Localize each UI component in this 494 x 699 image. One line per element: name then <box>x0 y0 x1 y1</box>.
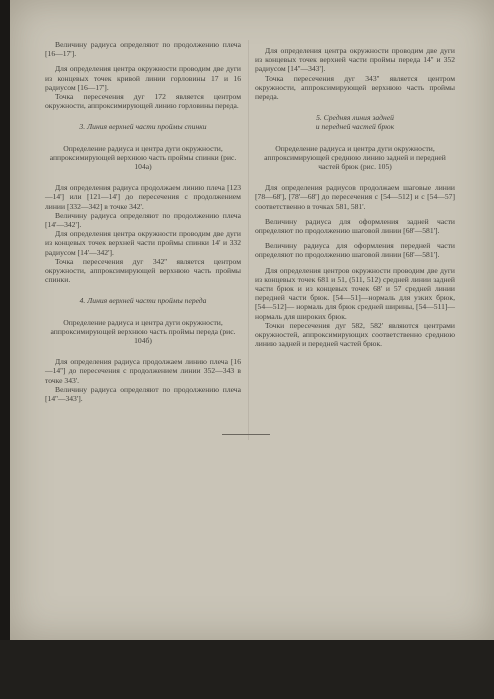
paragraph: Для определения радиусов продолжаем шаговые линии [78—68'], [78'—68'] до пересечения с [54—512] и с [54—57] соответственно в точках 581, 581'. <box>255 183 455 211</box>
paragraph: Величину радиуса определяют по продолжению плеча [14'—342']. <box>45 210 241 230</box>
paragraph: Точка пересечения дуг 172 является центром окружности, аппроксимирующей линию горловины переда. <box>45 92 241 111</box>
paragraph: Величину радиуса определяют по продолжению плеча [14''—343']. <box>45 384 241 404</box>
section-heading-5-line1: 5. Средняя линия задней <box>316 113 394 123</box>
end-rule <box>222 434 270 435</box>
section-heading-3: 3. Линия верхней части проймы спинки <box>79 122 207 132</box>
left-column <box>45 40 241 403</box>
section-subheading-4: Определение радиуса и центра дуги окружности, аппроксимирующей верхнюю часть проймы переда (рис. 104б) <box>50 317 236 346</box>
paragraph: Для определения радиуса продолжаем линию плеча [16—14''] до пересечения с продолжением линии 352—343 в точке 343'. <box>45 357 241 385</box>
right-column <box>255 40 455 348</box>
paragraph: Для определения центра окружности проводим две дуги из концевых точек кривой линии горловины 17 и 16 радиусом [16—17']. <box>45 64 241 92</box>
paragraph: Величину радиуса для оформления передней части определяют по продолжению шаговой линии [68'—581']. <box>255 241 455 260</box>
paragraph: Величину радиуса для оформления задней части определяют по продолжению шаговой линии [68'—581']. <box>255 216 455 236</box>
paragraph: Для определения центров окружности проводим две дуги из концевых точек 681 и 51, (511, 512) средней линии задней части брюк и из концевых точек 68' и 57 средней линии передней части брюк. [54—51]—нормаль для узких брюк, [54—512]— нормаль для брюк средней ширины, [54—511]— нормаль для широких брюк. <box>255 265 455 321</box>
paragraph: Точка пересечения дуг 343'' является центром окружности, аппроксимирующей верхнюю часть проймы переда. <box>255 73 455 102</box>
column-gutter <box>248 40 249 440</box>
section-subheading-3: Определение радиуса и центра дуги окружности, аппроксимирующей верхнюю часть проймы спинки (рис. 104а) <box>49 143 237 172</box>
paragraph: Величину радиуса определяют по продолжению плеча [16—17']. <box>45 40 241 59</box>
section-heading-4: 4. Линия верхней части проймы переда <box>79 296 207 306</box>
section-heading-5-line2: и передней частей брюк <box>315 122 395 132</box>
paragraph: Для определения центра окружности проводим две дуги из концевых точек верхней части проймы спинки 14' и 332 радиусом [14'—342']. <box>45 229 241 257</box>
paragraph: Точка пересечения дуг 342'' является центром окружности, аппроксимирующей верхнюю часть проймы спинки. <box>45 256 241 285</box>
paragraph: Для определения центра окружности проводим две дуги из концевых точек верхней части проймы переда 14'' и 352 радиусом [14''—343']. <box>255 46 455 74</box>
section-subheading-5: Определение радиуса и центра дуги окружности, аппроксимирующей среднюю линию задней и передней частей брюк (рис. 105) <box>264 143 446 172</box>
paragraph: Для определения радиуса продолжаем линию плеча [123—14'] или [121—14'] до пересечения с продолжением линии [332—342] в точке 342'. <box>45 183 241 211</box>
paragraph: Точки пересечения дуг 582, 582' являются центрами окружностей, аппроксимирующих соответственно среднюю линию задней и передней частей брюк. <box>255 320 455 349</box>
page-bottom-background <box>0 640 494 699</box>
